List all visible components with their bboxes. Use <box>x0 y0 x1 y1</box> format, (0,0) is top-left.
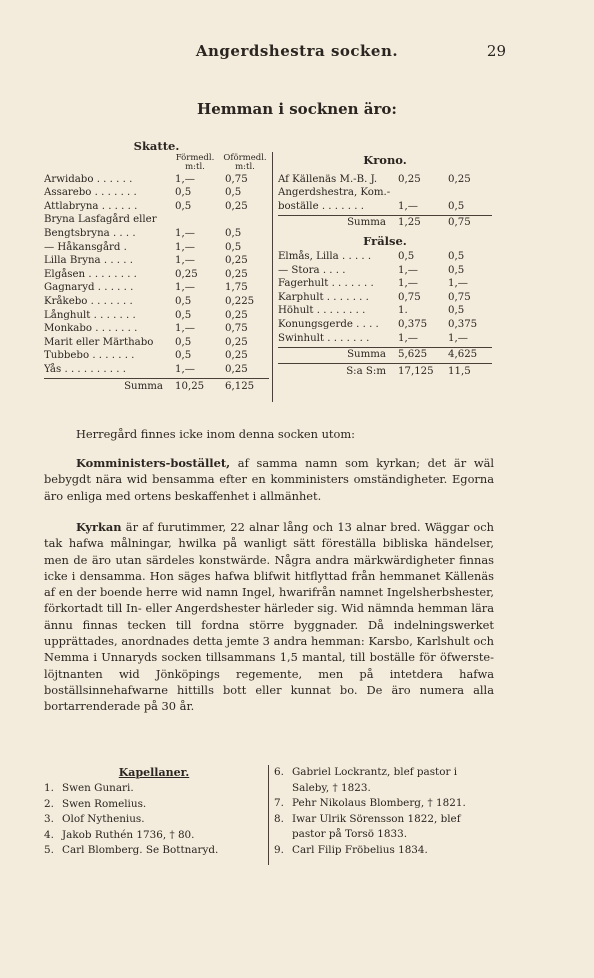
table-row <box>44 172 269 186</box>
value-formedl: 0,25 <box>398 173 421 185</box>
table-row <box>44 226 269 240</box>
table-row <box>278 263 492 277</box>
farm-name: Angerdshestra, Kom.- <box>278 187 391 199</box>
chaplain-divider <box>268 765 269 865</box>
sum-value-1: 10,25 <box>175 380 205 392</box>
paragraph-herregard <box>44 426 494 442</box>
value-formedl: 0,5 <box>175 336 192 348</box>
item-number: 4. <box>44 828 54 841</box>
value-oformedl: 0,25 <box>225 200 248 212</box>
krono-sum-row <box>278 215 492 230</box>
farm-name: Höhult . . . . . . . . <box>278 305 366 317</box>
farm-name: Fagerhult . . . . . . . <box>278 278 374 290</box>
paragraph-body: är af furutimmer, 22 alnar lång och 13 alnar bred. Wäggar och tak hafwa målningar, hwilka på wanligt sätt föreställa bibliska händelser, men de äro utan särdeles konstwärde. Några andra märkwärdigheter finnas icke i densamma. Hon säges hafwa blifwit hitflyttad från hemmanet Källenäs af en der boende herre wid namn Ingel, hwarifrån namnet Ingelsherbshester, förkortadt till In- eller Angerdshester härleder sig. Wid nämnda hemman lära ännu finnas tecken till fordna större byggnader. Då indelningswerket upprättades, anordnades detta jemte 3 andra hemman: Karsbo, Karlshult och Nemma i Unnaryds socken tillsammans 1,5 mantal, till boställe för öfwerste-löjtnanten wid Jönköpings regemente, men på intetdera hafwa boställsinnehafwarne hittills bott eller kunnat bo. De äro numera alla bortarrenderade på 30 år. <box>44 520 494 714</box>
skatte-table <box>44 138 269 393</box>
krono-heading: Krono. <box>363 153 407 167</box>
value-oformedl: 0,5 <box>225 227 242 239</box>
total-row <box>278 363 492 378</box>
table-row <box>44 294 269 308</box>
sum-value-2: 0,75 <box>448 217 471 229</box>
sum-value-1: 1,25 <box>398 217 421 229</box>
value-oformedl: 0,5 <box>225 241 242 253</box>
krono-fralse-table <box>278 138 492 378</box>
value-formedl: 1,— <box>175 173 195 185</box>
table-row <box>44 199 269 213</box>
value-formedl: 0,375 <box>398 318 428 330</box>
item-number: 5. <box>44 844 54 856</box>
farm-name: Assarebo . . . . . . . <box>44 187 137 199</box>
table-row <box>44 213 269 227</box>
farm-name: Yås . . . . . . . . . . <box>44 363 127 375</box>
value-formedl: 1,— <box>175 227 195 239</box>
paragraph-text <box>44 455 494 504</box>
farm-name: Tubbebo . . . . . . . <box>44 350 135 362</box>
value-oformedl: 1,— <box>448 332 468 344</box>
value-oformedl: 0,225 <box>225 295 255 307</box>
value-oformedl: 0,5 <box>225 187 242 199</box>
table-row <box>44 362 269 376</box>
value-formedl: 0,5 <box>398 250 415 262</box>
skatte-heading: Skatte. <box>133 139 180 153</box>
value-formedl: 0,75 <box>398 291 421 303</box>
farm-name: Monkabo . . . . . . . <box>44 323 138 335</box>
value-oformedl: 0,75 <box>448 291 471 303</box>
list-item <box>44 828 264 844</box>
farm-name: Elgåsen . . . . . . . . <box>44 268 137 280</box>
item-number: 7. <box>274 797 284 809</box>
chaplain-name: Olof Nythenius. <box>62 813 145 825</box>
value-formedl: 1,— <box>175 255 195 267</box>
paragraph-body: af samma namn som kyrkan; det är wäl bebygdt nära wid bensamma efter en komministers omständigheter. Egorna äro enliga med ortens beskaffenhet i allmänhet. <box>44 456 494 503</box>
table-row <box>278 290 492 304</box>
table-row <box>278 249 492 263</box>
list-item <box>44 812 264 828</box>
farm-name: boställe . . . . . . . <box>278 200 364 212</box>
value-oformedl: 0,75 <box>225 173 248 185</box>
value-oformedl: 1,75 <box>225 282 248 294</box>
table-row <box>44 254 269 268</box>
chaplain-name: Carl Blomberg. Se Bottnaryd. <box>62 844 219 856</box>
table-row <box>44 281 269 295</box>
value-oformedl: 0,25 <box>225 255 248 267</box>
farm-name: Elmås, Lilla . . . . . <box>278 250 372 262</box>
value-formedl: 1,— <box>398 264 418 276</box>
value-formedl: 0,5 <box>175 295 192 307</box>
value-formedl: 1. <box>398 305 408 317</box>
value-formedl: 0,5 <box>175 187 192 199</box>
farm-name: Bengtsbrynа . . . . <box>44 227 136 239</box>
value-oformedl: 0,5 <box>448 250 465 262</box>
col-header-formedl: Förmedl. m:tl. <box>175 153 215 172</box>
value-formedl: 1,— <box>398 332 418 344</box>
sum-value-1: 5,625 <box>398 349 428 361</box>
chaplain-name: Swen Romelius. <box>62 797 147 810</box>
sum-value-2: 4,625 <box>448 349 478 361</box>
list-item <box>274 843 494 859</box>
value-formedl: 1,— <box>175 323 195 335</box>
list-item <box>44 781 264 797</box>
farm-name: Lilla Brynа . . . . . <box>44 255 133 267</box>
table-row <box>278 172 492 186</box>
value-oformedl: 0,5 <box>448 305 465 317</box>
farm-name: Arwidabo . . . . . . <box>44 173 133 185</box>
farm-name: Gagnaryd . . . . . . <box>44 282 134 294</box>
skatte-sum-row <box>44 378 269 393</box>
value-formedl: 0,5 <box>175 350 192 362</box>
list-item <box>274 765 494 796</box>
value-formedl: 1,— <box>398 278 418 290</box>
total-value-2: 11,5 <box>448 365 471 377</box>
chaplain-heading: Kapellaner. <box>118 766 190 779</box>
value-formedl: 0,5 <box>175 200 192 212</box>
table-row <box>44 349 269 363</box>
list-item <box>274 812 494 843</box>
total-value-1: 17,125 <box>398 365 434 377</box>
page-number: 29 <box>486 42 506 60</box>
column-headers <box>44 154 269 172</box>
table-row <box>44 308 269 322</box>
col-header-oformedl: Oförmedl. m:tl. <box>223 153 267 172</box>
farm-tables <box>44 138 492 400</box>
farm-name: Swinhult . . . . . . . <box>278 332 370 344</box>
value-formedl: 1,— <box>175 241 195 253</box>
chaplain-list-left <box>44 765 264 859</box>
fralse-sum-row <box>278 347 492 362</box>
item-number: 6. <box>274 766 284 778</box>
value-oformedl: 1,— <box>448 278 468 290</box>
farm-name: Attlabrynа . . . . . . <box>44 200 138 212</box>
sum-label: Summa <box>347 349 386 361</box>
value-oformedl: 0,5 <box>448 264 465 276</box>
chaplain-list-right <box>274 765 494 858</box>
value-oformedl: 0,25 <box>225 350 248 362</box>
list-item <box>44 797 264 813</box>
table-row <box>278 304 492 318</box>
krono-rows <box>278 172 492 213</box>
column-divider <box>272 152 273 402</box>
value-oformedl: 0,25 <box>225 268 248 280</box>
chaplain-name: Gabriel Lockrantz, blef pastor i Saleby, † 1823. <box>292 766 458 794</box>
farm-name: — Håkansgård . <box>44 241 127 253</box>
table-row <box>44 322 269 336</box>
paragraph-text <box>44 519 494 715</box>
value-oformedl: 0,5 <box>448 200 465 212</box>
item-number: 3. <box>44 813 54 825</box>
farm-name: Kråkebo . . . . . . . <box>44 295 133 307</box>
item-number: 9. <box>274 843 284 856</box>
table-row <box>278 331 492 345</box>
sum-label: Summa <box>124 380 163 392</box>
chaplain-name: Swen Gunari. <box>62 782 134 794</box>
value-formedl: 1,— <box>175 282 195 294</box>
farm-name: Brynа Lasfagård eller <box>44 214 157 226</box>
section-title: Hemman i socknen äro: <box>197 100 397 118</box>
list-item <box>274 796 494 812</box>
item-number: 1. <box>44 782 54 794</box>
total-label: S:a S:m <box>346 365 386 377</box>
paragraph-text: Herregård finnes icke inom denna socken utom: <box>76 427 355 441</box>
value-formedl: 1,— <box>398 200 418 212</box>
skatte-rows <box>44 172 269 376</box>
farm-name: Långhult . . . . . . . <box>44 309 136 321</box>
chaplain-name: Pehr Nikolaus Blomberg, † 1821. <box>292 797 466 809</box>
farm-name: Marit eller Märthabo <box>44 336 154 348</box>
paragraph-kyrkan <box>44 519 494 715</box>
value-oformedl: 0,25 <box>225 363 248 375</box>
running-title: Angerdshestra socken. <box>195 42 399 60</box>
list-item <box>44 843 264 859</box>
chaplain-name: Carl Filip Fröbelius 1834. <box>292 843 428 856</box>
paragraph-komminister <box>44 455 494 504</box>
farm-name: — Stora . . . . <box>278 264 346 276</box>
term-kyrkan: Kyrkan <box>76 520 122 534</box>
farm-name: Af Källenäs M.-B. J. <box>278 173 378 185</box>
fralse-rows <box>278 249 492 344</box>
term-komminister: Komministers-bostället, <box>76 456 231 470</box>
value-formedl: 0,5 <box>175 309 192 321</box>
fralse-heading: Frälse. <box>363 234 407 249</box>
value-oformedl: 0,25 <box>225 309 248 321</box>
sum-label: Summa <box>347 217 386 229</box>
item-number: 2. <box>44 797 54 810</box>
table-row <box>278 199 492 213</box>
table-row <box>44 186 269 200</box>
table-row <box>278 317 492 331</box>
table-row <box>278 186 492 200</box>
value-formedl: 0,25 <box>175 268 198 280</box>
table-row <box>278 277 492 291</box>
table-row <box>44 267 269 281</box>
value-oformedl: 0,75 <box>225 323 248 335</box>
sum-value-2: 6,125 <box>225 380 255 392</box>
value-oformedl: 0,25 <box>448 173 471 185</box>
item-number: 8. <box>274 812 284 825</box>
value-formedl: 1,— <box>175 363 195 375</box>
table-row <box>44 240 269 254</box>
farm-name: Konungsgerde . . . . <box>278 318 379 330</box>
value-oformedl: 0,25 <box>225 336 248 348</box>
chaplain-name: Iwar Ulrik Sörensson 1822, blef pastor på Torsö 1833. <box>292 812 461 840</box>
farm-name: Karphult . . . . . . . <box>278 291 369 303</box>
value-oformedl: 0,375 <box>448 318 478 330</box>
chaplain-name: Jakob Ruthén 1736, † 80. <box>62 828 195 841</box>
table-row <box>44 335 269 349</box>
